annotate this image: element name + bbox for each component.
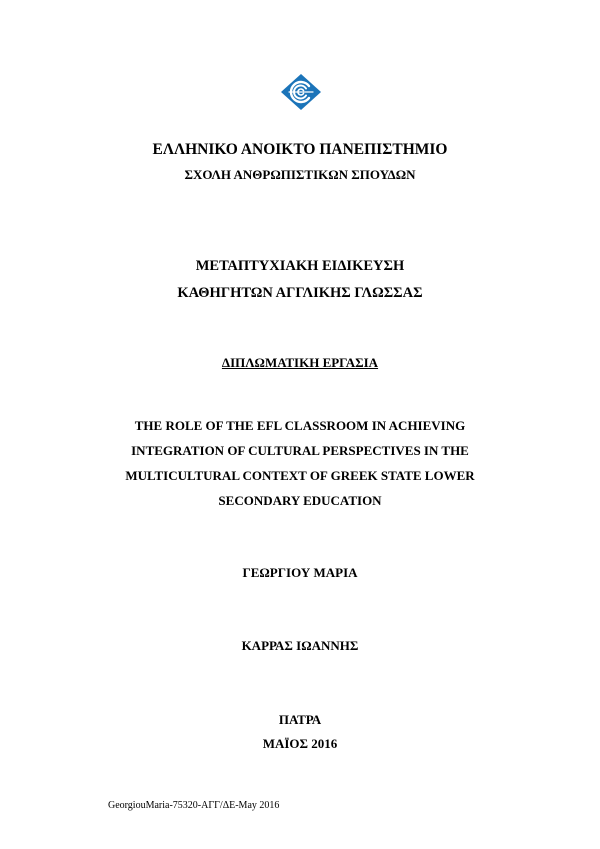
footer-reference: GeorgiouMaria-75320-ΑΓΓ/ΔΕ-May 2016 xyxy=(108,800,280,811)
thesis-label: ΔΙΠΛΩΜΑΤΙΚΗ ΕΡΓΑΣΙΑ xyxy=(221,355,379,370)
date: ΜΑΪΟΣ 2016 xyxy=(262,736,338,751)
university-name: ΕΛΛΗΝΙΚΟ ΑΝΟΙΚΤΟ ΠΑΝΕΠΙΣΤΗΜΙΟ xyxy=(152,141,448,158)
thesis-title-line-1: THE ROLE OF THE EFL CLASSROOM IN ACHIEVING xyxy=(134,418,466,433)
program-line-1: ΜΕΤΑΠΤΥΧΙΑΚΗ ΕΙΔΙΚΕΥΣΗ xyxy=(195,258,405,274)
thesis-title-line-4: SECONDARY EDUCATION xyxy=(218,493,382,508)
school-name: ΣΧΟΛΗ ΑΝΘΡΩΠΙΣΤΙΚΩΝ ΣΠΟΥΔΩΝ xyxy=(184,167,416,182)
author-name: ΓΕΩΡΓΙΟΥ ΜΑΡΙΑ xyxy=(242,565,358,580)
program-line-2: ΚΑΘΗΓΗΤΩΝ ΑΓΓΛΙΚΗΣ ΓΛΩΣΣΑΣ xyxy=(177,285,423,301)
supervisor-name: ΚΑΡΡΑΣ ΙΩΑΝΝΗΣ xyxy=(241,638,359,653)
eap-university-logo-icon xyxy=(279,72,323,112)
place: ΠΑΤΡΑ xyxy=(278,712,322,727)
thesis-title-line-2: INTEGRATION OF CULTURAL PERSPECTIVES IN THE xyxy=(131,443,469,458)
thesis-title-line-3: MULTICULTURAL CONTEXT OF GREEK STATE LOWER xyxy=(125,468,475,483)
